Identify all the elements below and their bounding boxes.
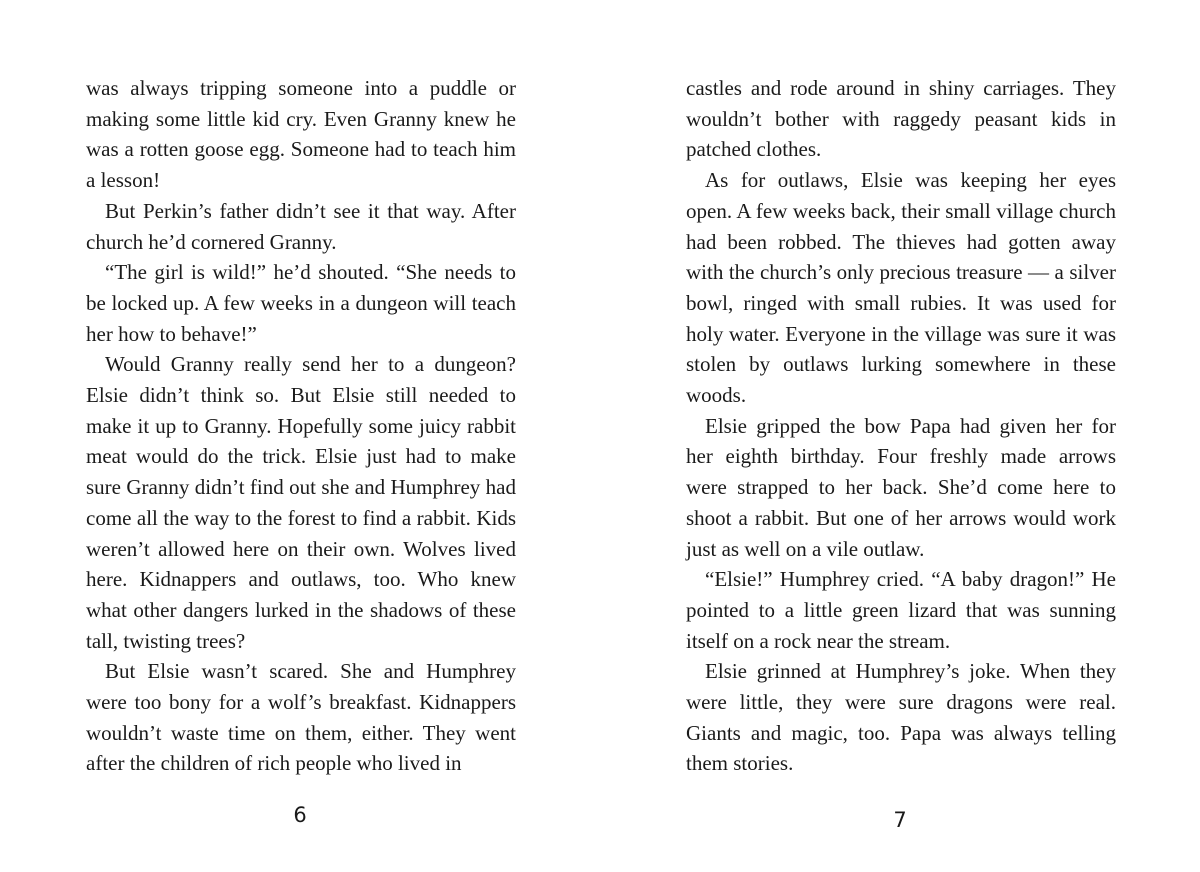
paragraph: was always tripping someone into a puddle or making some little kid cry. Even Granny knew he was a rotten goose egg. Someone had to teach him a lesson! [86, 76, 516, 193]
left-page [86, 73, 516, 779]
paragraph: But Perkin’s father didn’t see it that way. After church he’d cornered Granny. [86, 198, 516, 254]
paragraph: Would Granny really send her to a dungeon? Elsie didn’t think so. But Elsie still needed to make it up to Granny. Hopefully some juicy rabbit meat would do the trick. Elsie just had to make sure Granny didn’t find out she and Humphrey had come all the way to the forest to find a rabbit. Kids weren’t allowed here on their own. Wolves lived here. Kidnappers and outlaws, too. Who knew what other dangers lurked in the shadows of these tall, twisting trees? [86, 352, 516, 653]
paragraph: But Elsie wasn’t scared. She and Humphrey were too bony for a wolf’s breakfast. Kidnappers wouldn’t waste time on them, either. They went after the children of rich people who lived in [86, 659, 516, 776]
page-number-left: 6 [293, 803, 307, 827]
paragraph: “Elsie!” Humphrey cried. “A baby dragon!” He pointed to a little green lizard that was sunning itself on a rock near the stream. [686, 567, 1116, 653]
paragraph: As for outlaws, Elsie was keeping her eyes open. A few weeks back, their small village church had been robbed. The thieves had gotten away with the church’s only precious treasure — a silver bowl, ringed with small rubies. It was used for holy water. Everyone in the village was sure it was stolen by outlaws lurking somewhere in these woods. [686, 168, 1116, 408]
page-number-right: 7 [893, 808, 907, 832]
right-page [686, 73, 1116, 779]
paragraph: Elsie grinned at Humphrey’s joke. When they were little, they were sure dragons were real. Giants and magic, too. Papa was always telling them stories. [686, 659, 1116, 776]
paragraph: “The girl is wild!” he’d shouted. “She needs to be locked up. A few weeks in a dungeon will teach her how to behave!” [86, 260, 516, 346]
paragraph: Elsie gripped the bow Papa had given her for her eighth birthday. Four freshly made arrows were strapped to her back. She’d come here to shoot a rabbit. But one of her arrows would work just as well on a vile outlaw. [686, 413, 1116, 561]
paragraph: castles and rode around in shiny carriages. They wouldn’t bother with raggedy peasant kids in patched clothes. [686, 76, 1116, 162]
